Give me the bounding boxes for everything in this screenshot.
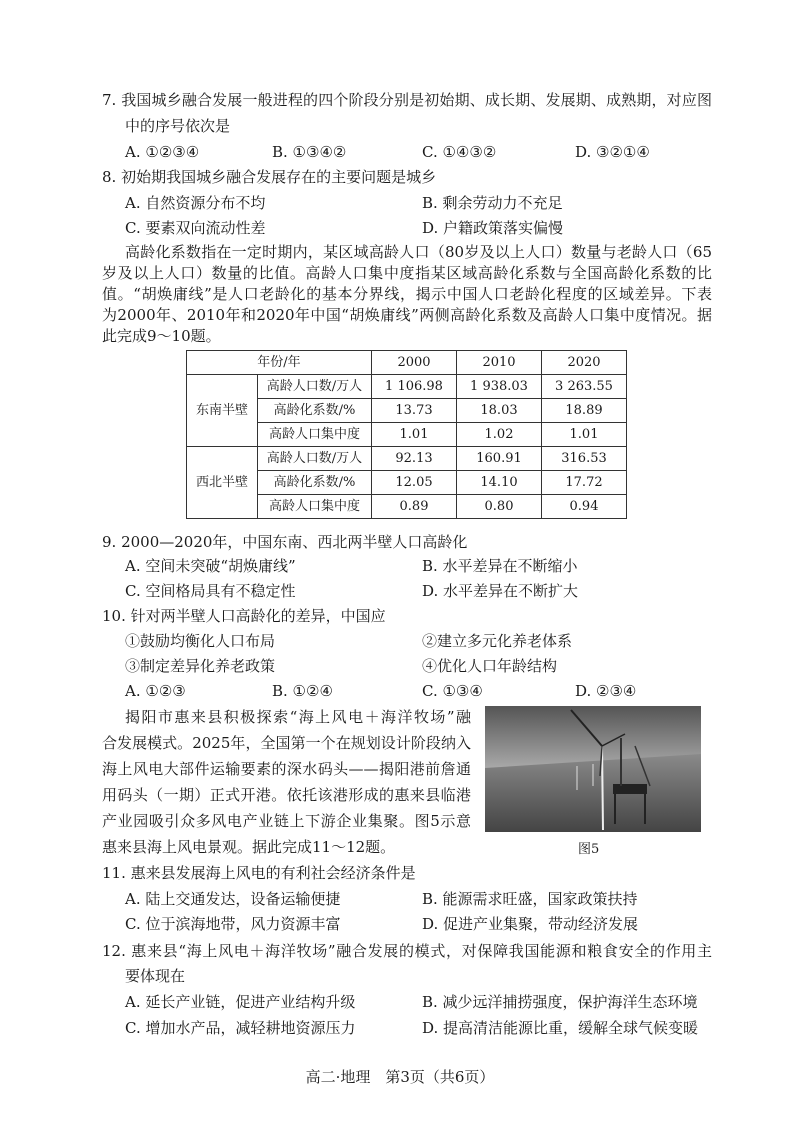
table-cell: 高龄人口集中度 (258, 495, 372, 519)
passage-line: 产业园吸引众多风电产业链上下游企业集聚。图5示意 (102, 812, 471, 830)
table-cell: 1.01 (372, 423, 457, 447)
q12-stem-line1: 12. 惠来县“海上风电＋海洋牧场”融合发展的模式，对保障我国能源和粮食安全的作用主 (102, 942, 712, 960)
q9-stem: 9. 2000—2020年，中国东南、西北两半壁人口高龄化 (102, 533, 468, 551)
q7-stem-line1: 7. 我国城乡融合发展一般进程的四个阶段分别是初始期、成长期、发展期、成熟期，对应图 (102, 91, 712, 109)
q10-item-2: ②建立多元化养老体系 (422, 632, 573, 650)
table-header-cell: 2020 (542, 351, 627, 375)
q12-option-a: A. 延长产业链，促进产业结构升级 (125, 993, 356, 1011)
q10-item-4: ④优化人口年龄结构 (422, 657, 558, 675)
table-cell: 13.73 (372, 399, 457, 423)
table-cell: 1.02 (457, 423, 542, 447)
passage-line: 岁及以上人口）数量的比值。高龄人口集中度指某区域高龄化系数与全国高龄化系数的比 (102, 264, 712, 282)
passage-line: 值。“胡焕庸线”是人口老龄化的基本分界线，揭示中国人口老龄化程度的区域差异。下表 (102, 285, 712, 303)
table-cell: 1 938.03 (457, 375, 542, 399)
table-cell: 高龄人口集中度 (258, 423, 372, 447)
q7-stem-line2: 中的序号依次是 (125, 117, 231, 135)
table-cell: 高龄人口数/万人 (258, 447, 372, 471)
q7-option-c: C. ①④③② (422, 143, 497, 161)
q11-stem: 11. 惠来县发展海上风电的有利社会经济条件是 (102, 864, 416, 882)
q8-option-c: C. 要素双向流动性差 (125, 219, 266, 237)
q7-option-d: D. ③②①④ (575, 143, 650, 161)
table-cell: 1 106.98 (372, 375, 457, 399)
figure-caption: 图5 (578, 842, 600, 857)
q8-option-d: D. 户籍政策落实偏慢 (422, 219, 564, 237)
table-header-row (187, 351, 627, 375)
q10-stem: 10. 针对两半壁人口高龄化的差异，中国应 (102, 607, 386, 625)
q10-option-c: C. ①③④ (422, 682, 483, 700)
q10-item-1: ①鼓励均衡化人口布局 (125, 632, 276, 650)
passage-line: 惠来县海上风电景观。据此完成11～12题。 (102, 838, 396, 856)
table-cell: 0.89 (372, 495, 457, 519)
aging-table (186, 350, 627, 519)
page-footer: 高二·地理 第3页（共6页） (305, 1068, 495, 1086)
offshore-wind-photo (485, 706, 701, 832)
table-cell: 92.13 (372, 447, 457, 471)
passage-line: 合发展模式。2025年，全国第一个在规划设计阶段纳入 (102, 734, 471, 752)
passage-line: 此完成9～10题。 (102, 327, 221, 345)
table-cell: 18.89 (542, 399, 627, 423)
q11-option-c: C. 位于滨海地带，风力资源丰富 (125, 915, 341, 933)
passage-line: 揭阳市惠来县积极探索“海上风电＋海洋牧场”融 (125, 708, 471, 726)
q9-option-b: B. 水平差异在不断缩小 (422, 557, 578, 575)
q12-option-c: C. 增加水产品，减轻耕地资源压力 (125, 1019, 356, 1037)
table-cell: 17.72 (542, 471, 627, 495)
table-cell: 14.10 (457, 471, 542, 495)
table-cell: 0.80 (457, 495, 542, 519)
table-cell: 高龄人口数/万人 (258, 375, 372, 399)
passage-line: 高龄化系数指在一定时期内，某区域高龄人口（80岁及以上人口）数量与老龄人口（65 (125, 243, 712, 261)
table-cell: 1.01 (542, 423, 627, 447)
q12-option-d: D. 提高清洁能源比重，缓解全球气候变暖 (422, 1019, 699, 1037)
table-cell: 160.91 (457, 447, 542, 471)
table-cell: 12.05 (372, 471, 457, 495)
table-row (187, 375, 627, 399)
q10-item-3: ③制定差异化养老政策 (125, 657, 276, 675)
region-cell: 东南半壁 (187, 375, 258, 447)
table-header-cell: 2010 (457, 351, 542, 375)
q12-option-b: B. 减少远洋捕捞强度，保护海洋生态环境 (422, 993, 698, 1011)
q11-option-d: D. 促进产业集聚，带动经济发展 (422, 915, 639, 933)
table-cell: 18.03 (457, 399, 542, 423)
q10-option-b: B. ①②④ (272, 682, 333, 700)
table-header-cell: 年份/年 (187, 351, 372, 375)
q8-option-a: A. 自然资源分布不均 (125, 194, 266, 212)
table-cell: 3 263.55 (542, 375, 627, 399)
q10-option-a: A. ①②③ (125, 682, 186, 700)
q7-option-a: A. ①②③④ (125, 143, 200, 161)
passage-line: 用码头（一期）正式开港。依托该港形成的惠来县临港 (102, 786, 471, 804)
q11-option-b: B. 能源需求旺盛，国家政策扶持 (422, 890, 638, 908)
q8-stem: 8. 初始期我国城乡融合发展存在的主要问题是城乡 (102, 168, 437, 186)
q12-stem-line2: 要体现在 (125, 967, 186, 985)
table-cell: 高龄化系数/% (258, 471, 372, 495)
passage-line: 海上风电大部件运输要素的深水码头——揭阳港前詹通 (102, 760, 471, 778)
table-cell: 316.53 (542, 447, 627, 471)
q7-option-b: B. ①③④② (272, 143, 347, 161)
q9-option-c: C. 空间格局具有不稳定性 (125, 582, 296, 600)
table-header-cell: 2000 (372, 351, 457, 375)
q9-option-d: D. 水平差异在不断扩大 (422, 582, 579, 600)
q9-option-a: A. 空间未突破“胡焕庸线” (125, 557, 296, 575)
q11-option-a: A. 陆上交通发达，设备运输便捷 (125, 890, 341, 908)
table-cell: 高龄化系数/% (258, 399, 372, 423)
q10-option-d: D. ②③④ (575, 682, 637, 700)
region-cell: 西北半壁 (187, 447, 258, 519)
q8-option-b: B. 剩余劳动力不充足 (422, 194, 563, 212)
table-row (187, 447, 627, 471)
table-cell: 0.94 (542, 495, 627, 519)
passage-line: 为2000年、2010年和2020年中国“胡焕庸线”两侧高龄化系数及高龄人口集中度情况。据 (102, 306, 712, 324)
